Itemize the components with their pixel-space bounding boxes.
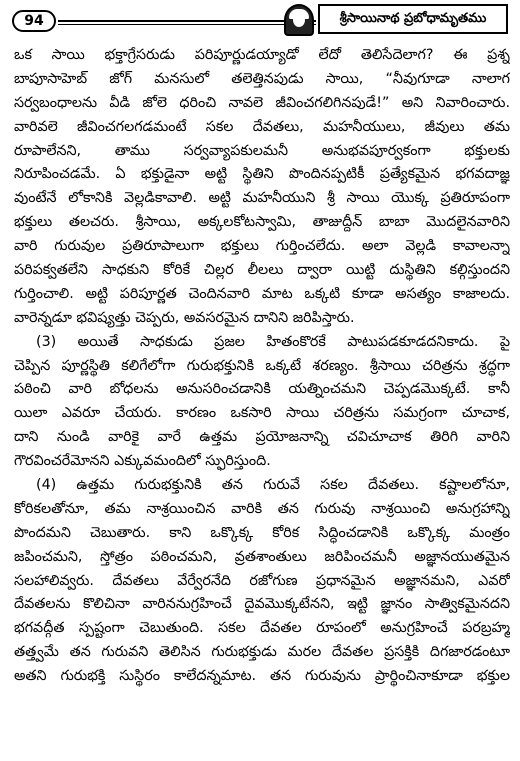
text-line: తత్త్వమే తన గురువని తెలిసిన గురుభక్తుడు మరల దేవతల ప్రసక్తికి దిగజారడంటూ <box>14 644 510 661</box>
text-line: (3) అయితే సాధకుడు ప్రజల హితంకొరకే పాటుపడకూడదనికాదు. పై <box>36 333 510 350</box>
text-line: భగవద్గీత స్పష్టంగా చెబుతుంది. సకల దేవతల రూపంలో అనుగ్రహించే పరబ్రహ్మ <box>14 620 510 637</box>
text-line: అతని గురుభక్తి సుస్థిరం కాలేదన్నమాట. తన గురువును ప్రార్థించినాకూడా భక్తుల <box>14 668 510 685</box>
page-number: 94 <box>12 10 56 32</box>
text-line: సలహాలివ్వరు. దేవతలు వేర్వేరనేది రజోగుణ ప్రధానమైన అజ్ఞానమని, ఎవరో <box>14 572 510 589</box>
text-line: ఒక సాయి భక్తాగ్రేసరుడు పరిపూర్ణుడయ్యాడో లేదో తెలిసేదెలాగ? ఈ ప్రశ్న <box>14 47 510 63</box>
sai-portrait-icon <box>284 4 314 36</box>
text-line: జపించమని, స్తోత్రం పఠించమని, వ్రతశాంతులు జరిపించమనీ అజ్ఞానయుతమైన <box>14 548 510 565</box>
text-line: పొందమని చెబుతారు. కాని ఒక్కొక్క కోరిక సిద్ధించడానికి ఒక్కొక్క మంత్రం <box>14 524 510 541</box>
text-line: గౌరవించరేమోనని ఎక్కువమందిలో స్ఫురిస్తుంది. <box>14 453 271 470</box>
page-header <box>8 4 512 38</box>
header-rule <box>58 20 316 22</box>
text-line: వారెన్నడూ భవిష్యత్తు చెప్పరు, అవసరమైన దానిని జరిపిస్తారు. <box>14 309 355 326</box>
text-line: యిలా ఎవరూ చేయరు. కారణం ఒకసారి సాయి చరిత్రను సమగ్రంగా చూచాక, <box>14 405 510 422</box>
text-line: వారివలె జీవించగలగడమంటే సకల దేవతలు, మహనీయులు, జీవులు తమ <box>14 118 510 135</box>
text-line: పఠించి వారి బోధలను అనుసరించడానికి యత్నించమని చెప్పడమొక్కటే. కానీ <box>14 381 510 398</box>
text-line: నిరూపించడమే. ఏ భక్తుడైనా అట్టి స్థితిని పొందినప్పటికీ ప్రత్యేకమైన భగవదాజ్ఞ <box>14 166 510 183</box>
text-line: సర్వబంధాలను వీడి జోలె ధరించి నావలె జీవించగలిగినపుడే!” అని నివారించారు. <box>14 94 510 111</box>
book-title: శ్రీసాయినాథ ప్రబోధామృతము <box>318 4 508 34</box>
text-line: వారి గురువుల ప్రతిరూపాలుగా భక్తులు గుర్తించలేదు. అలా వెల్లడి కావాలన్నా <box>14 238 510 255</box>
text-line: చెప్పిన పూర్ణస్థితి కలిగేలోగా గురుభక్తునికి ఒక్కటే శరణ్యం. శ్రీసాయి చరిత్రను శ్రద్ధగా <box>14 357 510 374</box>
header-rule <box>58 24 316 25</box>
text-line: (4) ఉత్తమ గురుభక్తునికి తన గురువే సకల దేవతలు. కష్టాలలోనూ, <box>36 477 510 494</box>
text-line: బాపూసాహెబ్ జోగ్ మనసులో తలెత్తినపుడు సాయి, “నీవుగూడా నాలాగ <box>14 70 510 87</box>
text-line: రూపాలేనని, తాము సర్వవ్యాపకులమనీ అనుభవపూర్వకంగా భక్తులకు <box>14 142 510 159</box>
text-line: పరిపక్వతలేని సాధకుని కోరికే చిల్లర లీలలు ద్వారా యిట్టి దుస్థితిని కల్గిస్తుందని <box>14 262 510 279</box>
text-line: గుర్తించాలి. అట్టి పరిపూర్ణత చెందినవారి మాట ఒక్కటి కూడా అసత్యం కాజాలదు. <box>14 285 510 302</box>
text-line: దాని నుండి వారికై వారే ఉత్తమ ప్రయోజనాన్ని చవిచూచాక తిరిగి వారిని <box>14 429 510 446</box>
text-line: దేవతలను కొలిచినా వారిననుగ్రహించే దైవమొక్కటేనని, ఇట్టి జ్ఞానం సాత్వికమైనదని <box>14 596 510 613</box>
text-line: భక్తులు తలచరు. శ్రీసాయి, అక్కలకోటస్వామి, తాజుద్దీన్ బాబా మొదలైనవారిని <box>14 214 510 231</box>
text-line: కోరికలతోనూ, తమ నాశ్రయించిన వారికి తన గురువు నాశ్రయించి అనుగ్రహాన్ని <box>14 500 510 517</box>
page-body <box>14 44 510 689</box>
text-line: వుంటేనే లోకానికి వెల్లడికావాలి. అట్టి మహనీయుని శ్రీ సాయి యొక్క ప్రతిరూపంగా <box>14 190 510 207</box>
